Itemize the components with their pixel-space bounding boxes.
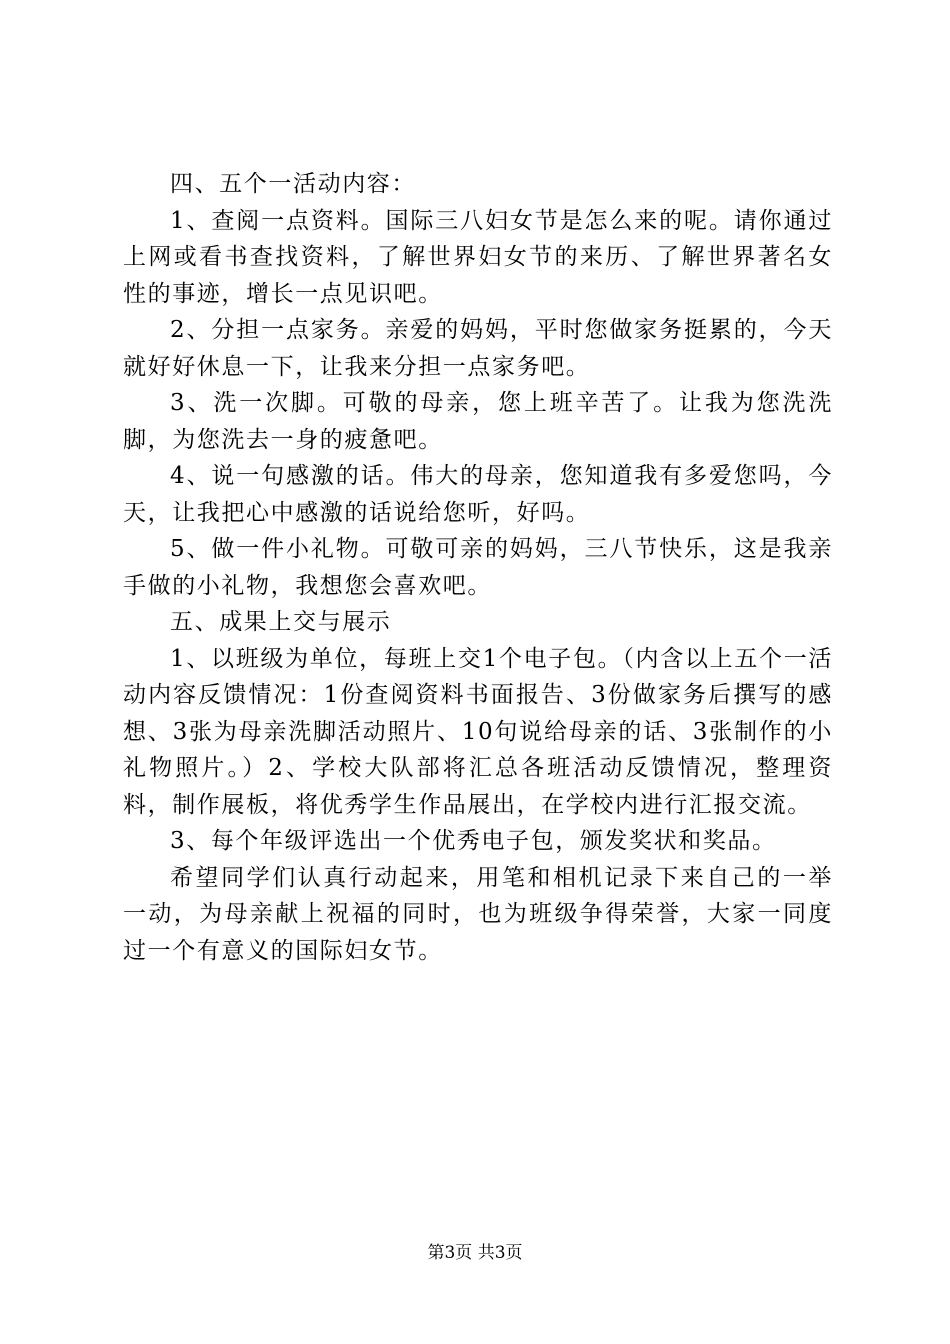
section-heading-results: 五、成果上交与展示 [170, 609, 392, 635]
paragraph-results-3: 3、每个年级评选出一个优秀电子包，颁发奖状和奖品。 [170, 828, 777, 854]
paragraph-item-5: 5、做一件小礼物。可敬可亲的妈妈，三八节快乐，这是我亲手做的小礼物，我想您会喜欢吧。 [123, 536, 833, 599]
page-footer: 第3页 共3页 [427, 1243, 523, 1263]
paragraph-item-3: 3、洗一次脚。可敬的母亲，您上班辛苦了。让我为您洗洗脚，为您洗去一身的疲惫吧。 [123, 390, 833, 453]
paragraph-item-2: 2、分担一点家务。亲爱的妈妈，平时您做家务挺累的，今天就好好休息一下，让我来分担一点家务吧。 [123, 317, 833, 380]
section-heading-activities: 四、五个一活动内容： [170, 171, 416, 197]
paragraph-results-1: 1、以班级为单位，每班上交1个电子包。（内含以上五个一活动内容反馈情况：1份查阅资料书面报告、3份做家务后撰写的感想、3张为母亲洗脚活动照片、10句说给母亲的话、3张制作的小礼物照片。）2、学校大队部将汇总各班活动反馈情况，整理资料，制作展板，将优秀学生作品展出，在学校内进行汇报交流。 [123, 645, 833, 818]
document-body [123, 166, 833, 969]
paragraph-item-4: 4、说一句感激的话。伟大的母亲，您知道我有多爱您吗，今天，让我把心中感激的话说给您听，好吗。 [123, 463, 833, 526]
paragraph-closing: 希望同学们认真行动起来，用笔和相机记录下来自己的一举一动，为母亲献上祝福的同时，也为班级争得荣誉，大家一同度过一个有意义的国际妇女节。 [123, 864, 833, 964]
paragraph-item-1: 1、查阅一点资料。国际三八妇女节是怎么来的呢。请你通过上网或看书查找资料，了解世界妇女节的来历、了解世界著名女性的事迹，增长一点见识吧。 [123, 207, 833, 307]
